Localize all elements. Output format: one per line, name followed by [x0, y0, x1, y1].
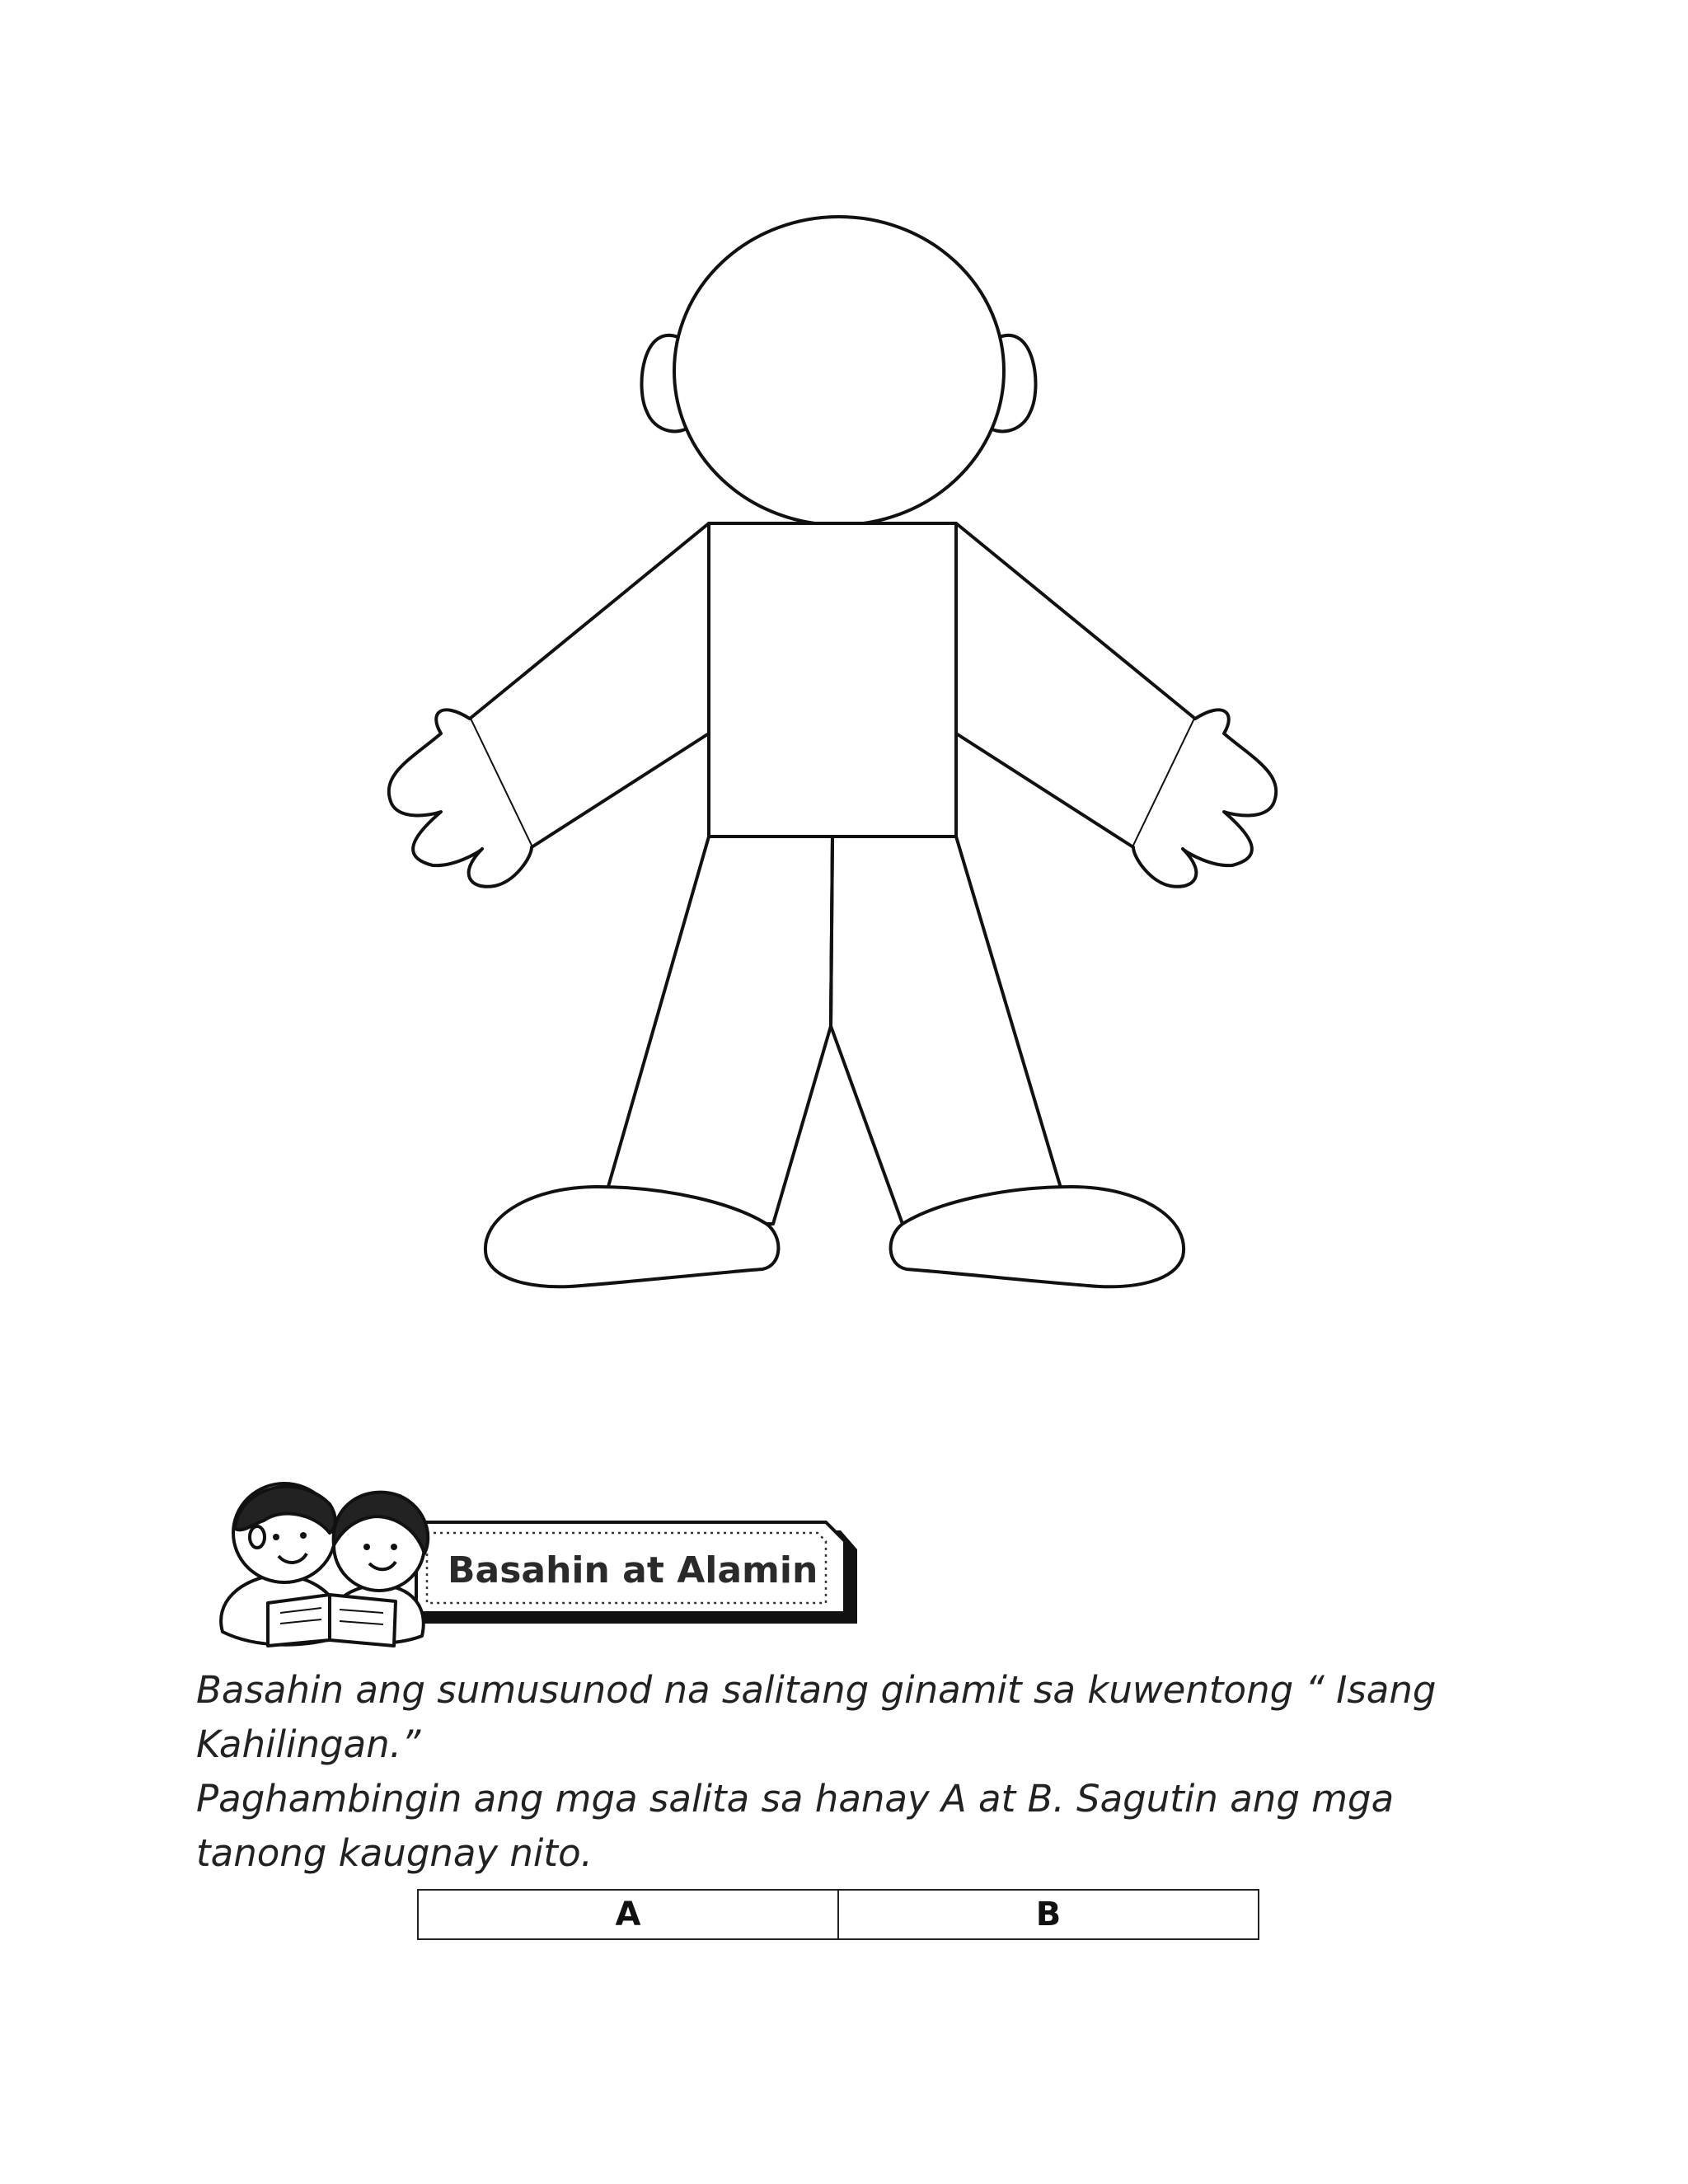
right-leg — [831, 837, 1071, 1224]
head — [674, 217, 1004, 525]
instructions — [196, 1663, 1482, 1881]
column-a-header: A — [418, 1890, 838, 1939]
section-title: Basahin at Alamin — [448, 1549, 818, 1591]
left-leg — [598, 837, 832, 1224]
torso — [709, 523, 956, 837]
instruction-line-2: Paghambingin ang mga salita sa hanay A at B. Sagutin ang mga tanong kaugnay nito. — [196, 1777, 1395, 1875]
crotch-line — [831, 837, 832, 1026]
table-header-row — [418, 1890, 1259, 1939]
instruction-line-1: Basahin ang sumusunod na salitang ginamit sa kuwentong “ Isang Kahilingan.” — [196, 1668, 1437, 1766]
outline-boy-figure-icon — [363, 198, 1335, 1294]
comparison-table — [417, 1889, 1259, 1940]
column-b-header: B — [838, 1890, 1259, 1939]
